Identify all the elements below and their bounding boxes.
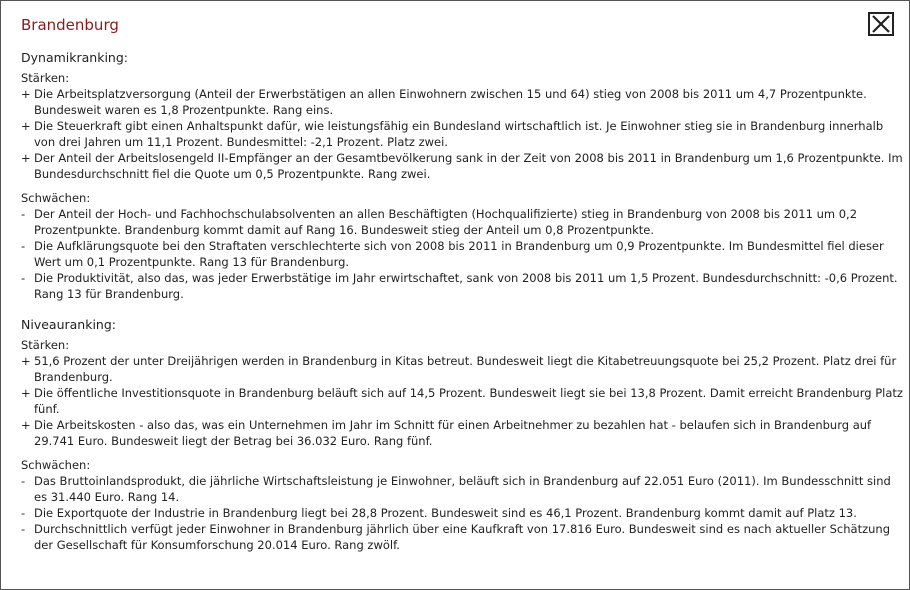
- minus-marker: -: [21, 207, 26, 221]
- minus-marker: -: [21, 474, 26, 488]
- item-text: Die Produktivität, also das, was jeder Erwerbstätige im Jahr erwirtschaftet, sank von 2008 bis 2011 um 1,5 Prozent. Bundesdurchschnitt: -0,6 Prozent. Rang 13 für Brandenburg.: [34, 271, 898, 301]
- item-text: Das Bruttoinlandsprodukt, die jährliche Wirtschaftsleistung je Einwohner, beläuft sich in Brandenburg auf 22.051 Euro (2011). Im Bundesschnitt sind es 31.440 Euro. Rang 14.: [34, 474, 891, 504]
- list-item: [21, 521, 903, 553]
- close-button[interactable]: [868, 12, 894, 36]
- item-text: Durchschnittlich verfügt jeder Einwohner in Brandenburg jährlich über eine Kaufkraft von 17.816 Euro. Bundesweit sind es nach aktueller Schätzung der Gesellschaft für Konsumforschung 20.014 Euro. Rang zwölf.: [34, 522, 890, 552]
- list-item: [21, 118, 903, 150]
- group-label: Stärken:: [21, 71, 70, 85]
- list-item: [21, 417, 903, 449]
- minus-marker: -: [21, 271, 26, 285]
- section-niveauranking: [21, 317, 903, 553]
- list-item: [21, 385, 903, 417]
- section-heading: Dynamikranking:: [21, 50, 128, 65]
- minus-marker: -: [21, 522, 26, 536]
- item-text: Der Anteil der Arbeitslosengeld II-Empfänger an der Gesamtbevölkerung sank in der Zeit von 2008 bis 2011 in Brandenburg um 1,6 Prozentpunkte. Im Bundesdurchschnitt fiel die Quote um 0,5 Prozentpunkte. Rang zwei.: [34, 151, 903, 181]
- list-item: [21, 206, 903, 238]
- group-label: Schwächen:: [21, 458, 91, 472]
- item-text: Die Aufklärungsquote bei den Straftaten verschlechterte sich von 2008 bis 2011 in Brandenburg um 0,9 Prozentpunkte. Im Bundesmittel fiel dieser Wert um 0,1 Prozentpunkte. Rang 13 für Brandenburg.: [34, 239, 884, 269]
- section-heading: Niveauranking:: [21, 317, 116, 332]
- list-item: [21, 473, 903, 505]
- panel-title: Brandenburg: [21, 16, 119, 34]
- item-text: 51,6 Prozent der unter Dreijährigen werden in Brandenburg in Kitas betreut. Bundesweit liegt die Kitabetreuungsquote bei 25,2 Prozent. Platz drei für Brandenburg.: [34, 354, 897, 384]
- close-x-icon: [870, 14, 892, 34]
- plus-marker: +: [21, 87, 31, 101]
- plus-marker: +: [21, 386, 31, 400]
- item-text: Die Steuerkraft gibt einen Anhaltspunkt dafür, wie leistungsfähig ein Bundesland wirtschaftlich ist. Je Einwohner stieg sie in Brandenburg innerhalb von drei Jahren um 11,1 Prozent. Bundesmittel: -2,1 Prozent. Platz zwei.: [34, 119, 884, 149]
- item-text: Der Anteil der Hoch- und Fachhochschulabsolventen an allen Beschäftigten (Hochqualifizierte) stieg in Brandenburg von 2008 bis 2011 um 0,2 Prozentpunkte. Brandenburg kommt damit auf Rang 16. Bundesweit stieg der Anteil um 0,8 Prozentpunkte.: [34, 207, 858, 237]
- plus-marker: +: [21, 418, 31, 432]
- plus-marker: +: [21, 354, 31, 368]
- group-label: Stärken:: [21, 338, 70, 352]
- list-item: [21, 238, 903, 270]
- minus-marker: -: [21, 506, 26, 520]
- list-item: [21, 270, 903, 302]
- section-dynamikranking: [21, 50, 903, 302]
- item-text: Die Arbeitsplatzversorgung (Anteil der Erwerbstätigen an allen Einwohnern zwischen 15 und 64) stieg von 2008 bis 2011 um 4,7 Prozentpunkte. Bundesweit waren es 1,8 Prozentpunkte. Rang eins.: [34, 87, 867, 117]
- plus-marker: +: [21, 119, 31, 133]
- minus-marker: -: [21, 239, 26, 253]
- list-item: [21, 505, 903, 521]
- list-item: [21, 353, 903, 385]
- list-item: [21, 86, 903, 118]
- item-text: Die Arbeitskosten - also das, was ein Unternehmen im Jahr im Schnitt für einen Arbeitnehmer zu bezahlen hat - belaufen sich in Brandenburg auf 29.741 Euro. Bundesweit liegt der Betrag bei 36.032 Euro. Rang fünf.: [34, 418, 872, 448]
- list-item: [21, 150, 903, 182]
- item-text: Die öffentliche Investitionsquote in Brandenburg beläuft sich auf 14,5 Prozent. Bundesweit liegt sie bei 13,8 Prozent. Damit erreicht Brandenburg Platz fünf.: [34, 386, 903, 416]
- plus-marker: +: [21, 151, 31, 165]
- panel-content: [21, 50, 903, 553]
- item-text: Die Exportquote der Industrie in Brandenburg liegt bei 28,8 Prozent. Bundesweit sind es 46,1 Prozent. Brandenburg kommt damit auf Platz 13.: [34, 506, 857, 520]
- group-label: Schwächen:: [21, 191, 91, 205]
